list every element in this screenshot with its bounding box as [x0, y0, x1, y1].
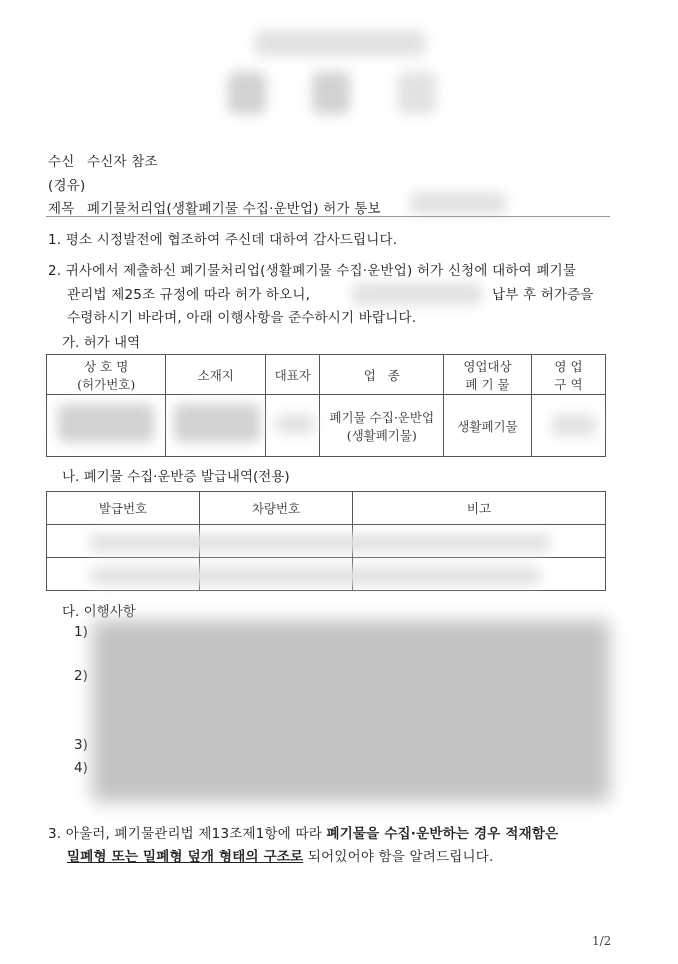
body-item-2-line-3: 수령하시기 바라며, 아래 이행사항을 준수하시기 바랍니다. [67, 310, 417, 326]
issuance-row1-redacted [90, 534, 550, 552]
body-item-2-line-1: 2. 귀사에서 제출하신 폐기물처리업(생활폐기물 수집·운반업) 허가 신청에 대하여 폐기물 [48, 263, 577, 279]
body-item-2-line-2a: 관리법 제25조 규정에 따라 허가 하오니, [67, 287, 311, 303]
page-number: 1/2 [592, 934, 612, 948]
permit-location-redacted [174, 404, 260, 442]
issuance-header-issue-no: 발급번호 [47, 492, 200, 525]
obligation-2-marker: 2) [74, 668, 88, 684]
body-item-3-line-2 [67, 846, 493, 868]
body-item-3-prefix: 3. 아울러, 폐기물관리법 제13조제1항에 따라 [48, 826, 327, 842]
section-c-title: 다. 이행사항 [62, 604, 136, 620]
permit-cell-business-type-l2: (생활폐기물) [346, 427, 417, 443]
obligations-redacted [92, 620, 610, 802]
permit-header-representative: 대표자 [266, 355, 320, 395]
body-item-3-emphasis: 폐기물을 수집·운반하는 경우 적재함은 [326, 826, 559, 842]
issuance-header-vehicle-no: 차량번호 [200, 492, 353, 525]
permit-area-redacted [552, 414, 596, 436]
issuance-row2-redacted [90, 567, 540, 585]
permit-header-name-l1: 상 호 명 [84, 358, 129, 374]
permit-header-name [47, 355, 166, 395]
permit-cell-business-type-l1: 폐기물 수집·운반업 [329, 409, 435, 425]
obligation-4-marker: 4) [74, 760, 88, 776]
recipient-value: 수신자 참조 [86, 154, 158, 170]
permit-header-name-l2: (허가번호) [77, 376, 136, 392]
recipient-line [48, 150, 158, 170]
body-item-3-underline: 밀폐형 또는 밀폐형 덮개 형태의 구조로 [67, 849, 304, 865]
body-item-2-line-2b: 납부 후 허가증을 [492, 287, 594, 303]
body-item-3-line-1 [48, 823, 558, 845]
permit-header-area [531, 355, 605, 395]
letterhead-mark-redacted-3 [398, 72, 436, 114]
subject-divider [46, 216, 610, 217]
permit-name-redacted [58, 404, 154, 442]
via-line [48, 174, 85, 194]
body-item-1: 1. 평소 시정발전에 협조하여 주신데 대하여 감사드립니다. [48, 232, 398, 248]
permit-header-target [444, 355, 532, 395]
issuance-header-remarks: 비고 [353, 492, 606, 525]
obligation-3-marker: 3) [74, 737, 88, 753]
via-label: (경유) [48, 178, 86, 194]
recipient-label: 수신 [48, 154, 75, 170]
permit-header-business-type: 업 종 [320, 355, 444, 395]
permit-header-location: 소재지 [166, 355, 266, 395]
permit-header-target-l1: 영업대상 [463, 358, 512, 374]
permit-header-area-l1: 영 업 [554, 358, 583, 374]
section-b-title: 나. 폐기물 수집·운반증 발급내역(전용) [62, 469, 290, 485]
permit-header-area-l2: 구 역 [554, 376, 583, 392]
permit-cell-business-type [320, 395, 444, 457]
permit-cell-target: 생활폐기물 [444, 395, 532, 457]
section-a-title: 가. 허가 내역 [62, 335, 141, 351]
subject-redacted [410, 192, 506, 214]
permit-header-target-l2: 폐 기 물 [465, 376, 510, 392]
body-item-3-rest: 되어있어야 함을 알려드립니다. [303, 849, 494, 865]
obligation-1-marker: 1) [74, 624, 88, 640]
subject-line [48, 197, 381, 217]
letterhead-mark-redacted-2 [312, 72, 350, 114]
subject-label: 제목 [48, 201, 75, 217]
letterhead-title-redacted [255, 30, 425, 56]
fee-redacted [352, 283, 482, 305]
letterhead-mark-redacted-1 [228, 72, 266, 114]
subject-value: 폐기물처리업(생활폐기물 수집·운반업) 허가 통보 [86, 201, 381, 217]
permit-representative-redacted [276, 414, 314, 434]
